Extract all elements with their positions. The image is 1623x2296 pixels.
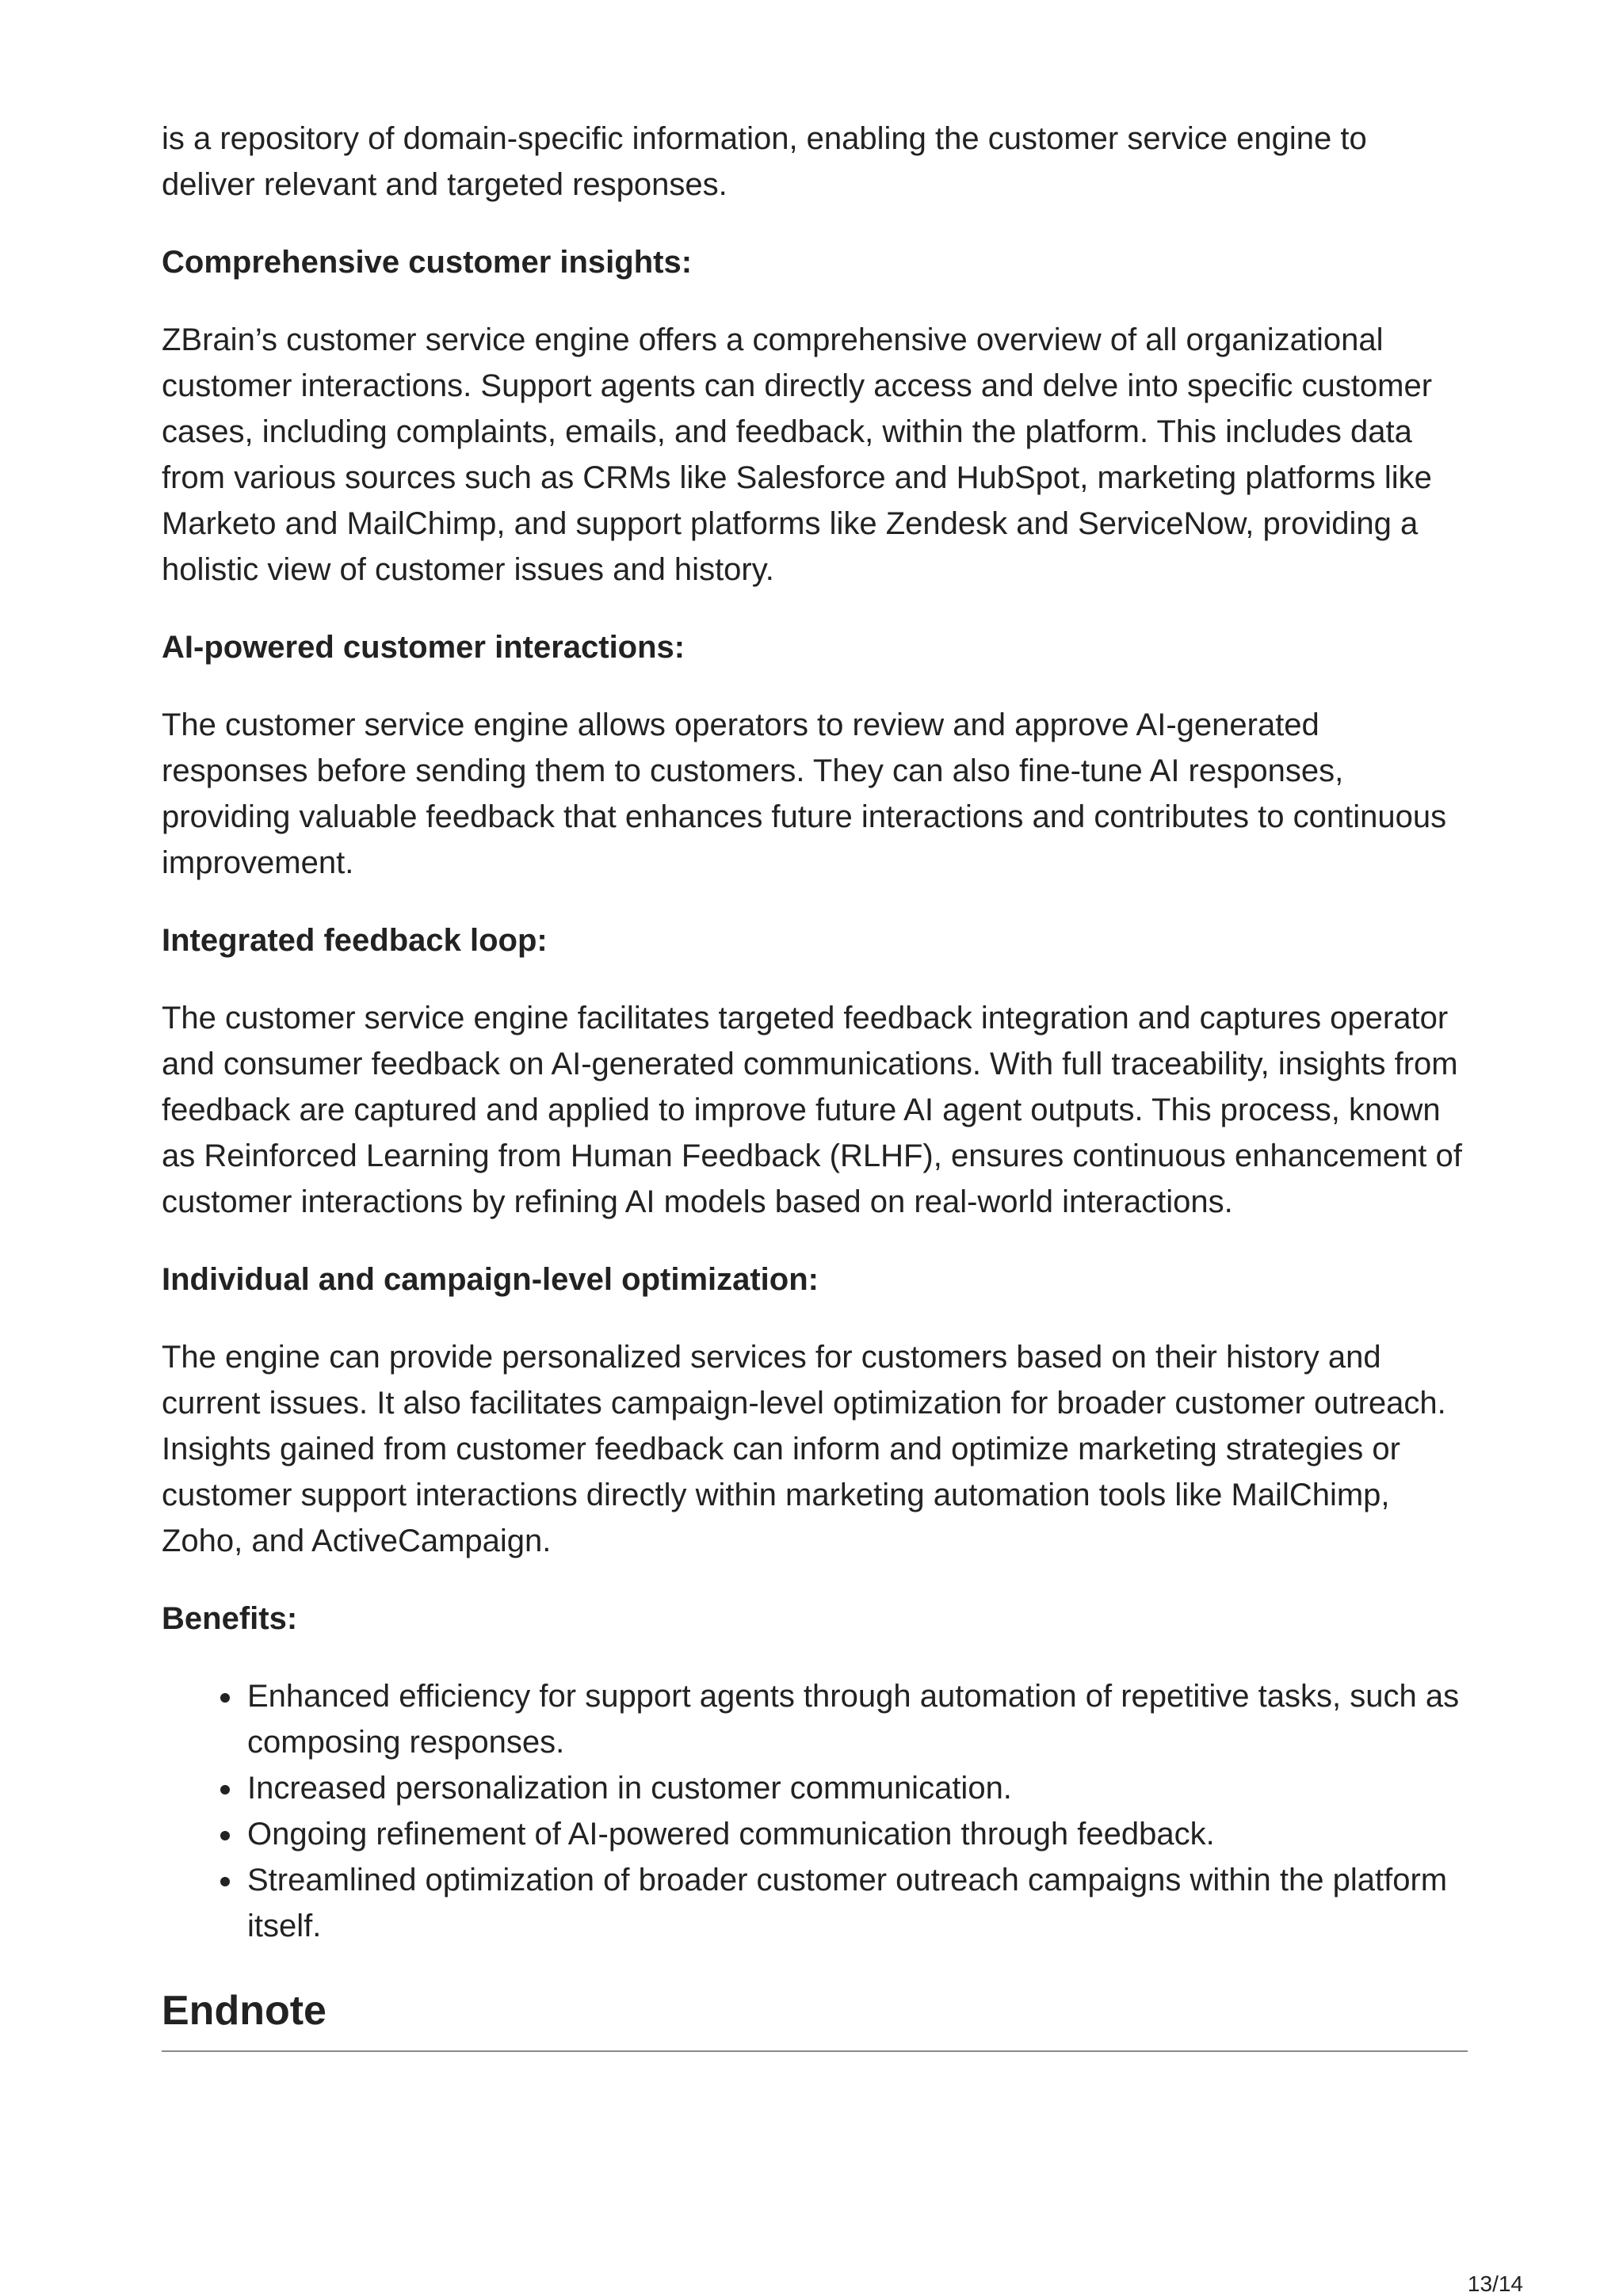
list-item: • Increased personalization in customer communication. (244, 1765, 1468, 1811)
section-body-customer-insights: ZBrain’s customer service engine offers a comprehensive overview of all organizational customer interactions. Support agents can directly access and delve into specific customer cases, including complaints, emails, and feedback, within the platform. This includes data from various sources such as CRMs like Salesforce and HubSpot, marketing platforms like Marketo and MailChimp, and support platforms like Zendesk and ServiceNow, providing a holistic view of customer issues and history. (162, 322, 1433, 587)
benefits-heading: Benefits: (162, 1601, 298, 1636)
benefits-list (162, 1673, 1468, 1949)
list-item: • Ongoing refinement of AI-powered communication through feedback. (244, 1811, 1468, 1857)
section-body-optimization: The engine can provide personalized services for customers based on their history and current issues. It also facilitates campaign-level optimization for broader customer outreach. Insights gained from customer feedback can inform and optimize marketing strategies or customer support interactions directly within marketing automation tools like MailChimp, Zoho, and ActiveCampaign. (162, 1340, 1446, 1558)
page-number: 13/14 (1467, 2271, 1523, 2296)
list-item: • Enhanced efficiency for support agents through automation of repetitive tasks, such as composing responses. (244, 1673, 1468, 1765)
section-body-ai-interactions: The customer service engine allows operators to review and approve AI-generated responses before sending them to customers. They can also fine-tune AI responses, providing valuable feedback that enhances future interactions and contributes to continuous improvement. (162, 707, 1447, 880)
endnote-heading: Endnote (162, 1985, 1468, 2052)
section-heading-feedback-loop: Integrated feedback loop: (162, 923, 548, 958)
intro-paragraph: is a repository of domain-specific information, enabling the customer service engine to deliver relevant and targeted responses. (162, 121, 1367, 202)
list-item: • Streamlined optimization of broader customer outreach campaigns within the platform itself. (244, 1857, 1468, 1949)
document-page (162, 116, 1468, 2052)
section-heading-optimization: Individual and campaign-level optimization: (162, 1262, 819, 1297)
section-heading-customer-insights: Comprehensive customer insights: (162, 245, 693, 280)
section-heading-ai-interactions: AI-powered customer interactions: (162, 630, 685, 665)
section-body-feedback-loop: The customer service engine facilitates targeted feedback integration and captures operator and consumer feedback on AI-generated communications. With full traceability, insights from feedback are captured and applied to improve future AI agent outputs. This process, known as Reinforced Learning from Human Feedback (RLHF), ensures continuous enhancement of customer interactions by refining AI models based on real-world interactions. (162, 1001, 1462, 1219)
